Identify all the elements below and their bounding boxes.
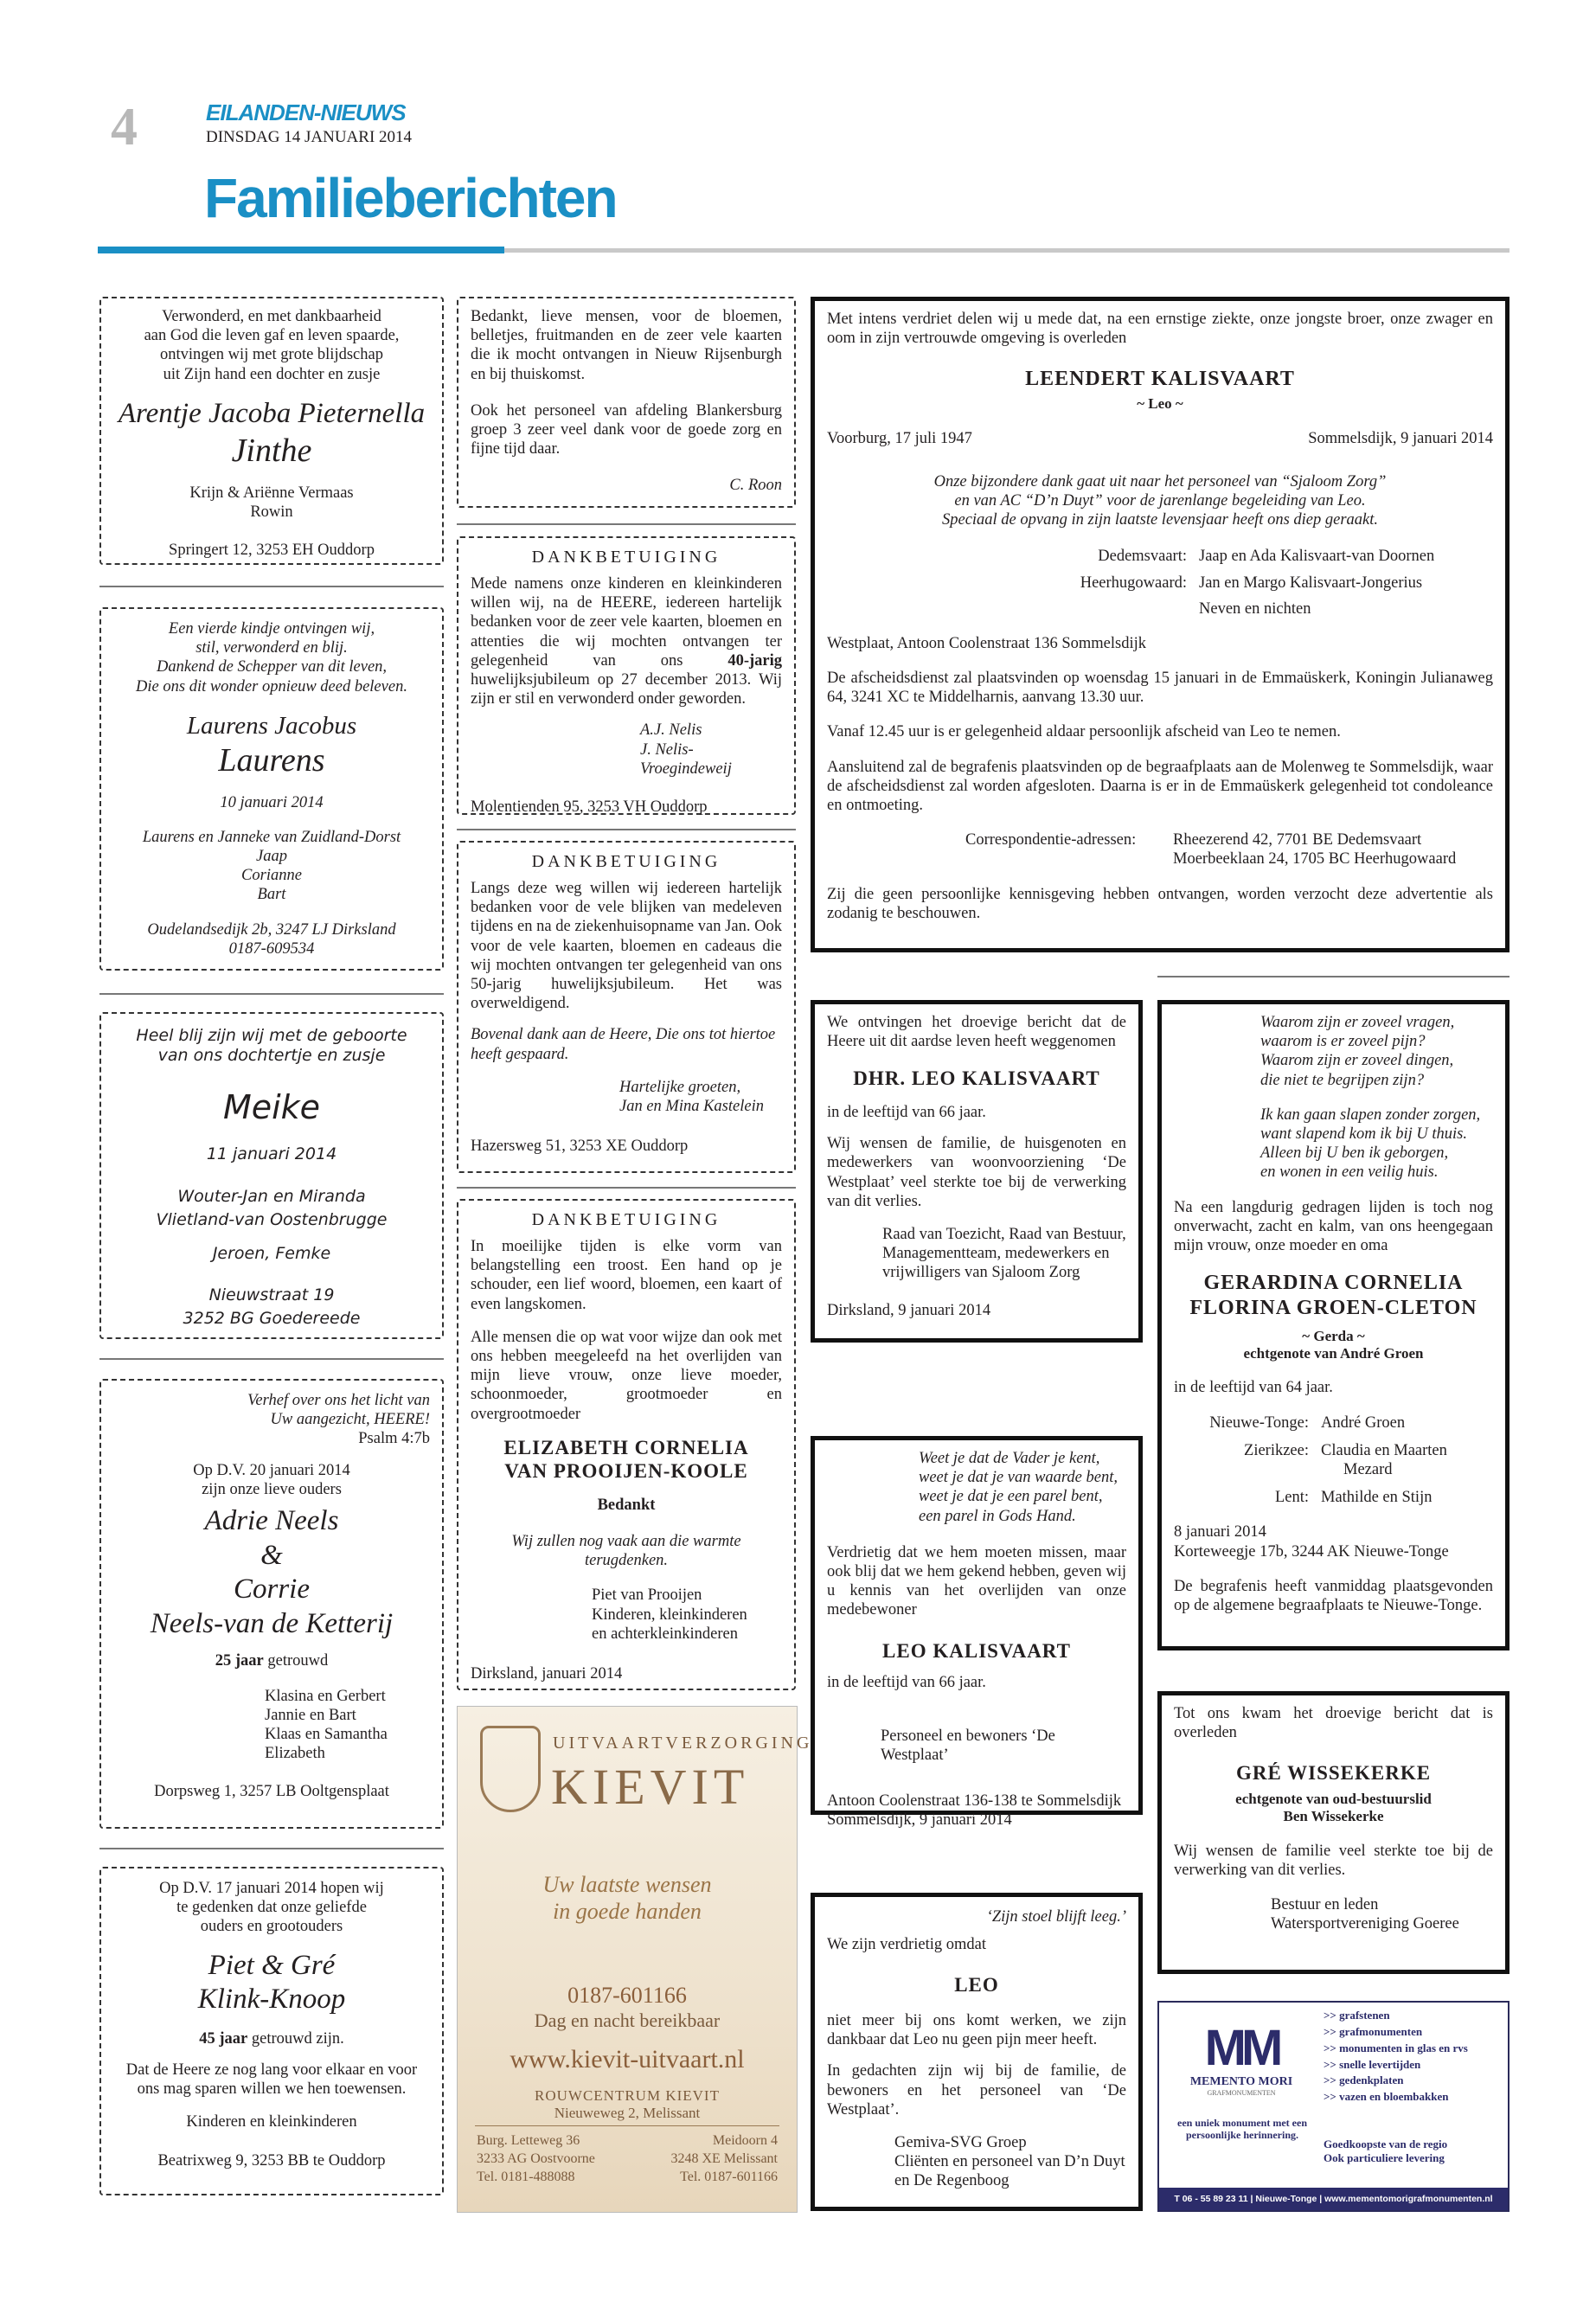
text-2: In gedachten zijn wij bij de familie, de bewoners en het personeel van ‘De Westplaat’. (827, 2062, 1126, 2118)
child-name: Laurens Jacobus (186, 711, 357, 740)
nickname: ~ Gerda ~ (1302, 1327, 1365, 1344)
obituary-gerardina (1157, 1000, 1509, 1650)
parents: Krijn & Ariënne Vermaas Rowin (189, 484, 354, 521)
name-2: Klink-Knoop (197, 1984, 346, 2016)
divider (99, 586, 444, 587)
mm-brand: MEMENTO MORI (1189, 2074, 1293, 2088)
date: 8 januari 2014 (1174, 1523, 1266, 1541)
ad-kievit (457, 1706, 813, 2213)
signatures: Piet van Prooijen Kinderen, kleinkinderen en achterkleinkinderen (592, 1586, 747, 1643)
thanks: Bedankt (597, 1496, 656, 1514)
anniversary-neels (99, 1379, 444, 1829)
intro: Tot ons kwam het droevige bericht dat is overleden (1174, 1705, 1493, 1742)
address: Hazersweg 51, 3253 XE Ouddorp (471, 1138, 689, 1156)
family-list: Dedemsvaart: Jaap en Ada Kalisvaart-van Doornen Heerhugowaard: Jan en Margo Kalisvaart-Jongerius Neven en nichten (1080, 548, 1435, 618)
correspondence: Correspondentie-adressen: Rheezerend 42, 7701 BE Dedemsvaart Moerbeeklaan 24, 1705 BC Heerhugowaard (965, 831, 1457, 868)
masthead-logo: EILANDEN-NIEUWS (206, 99, 406, 125)
city: 3252 BG Goedereede (183, 1309, 361, 1329)
poem: Weet je dat de Vader je kent, weet je dat je van waarde bent, weet je dat je een parel bent, een parel in Gods Hand. (919, 1450, 1118, 1525)
section-rule-blue (98, 247, 504, 253)
spouse: echtgenote van André Groen (1243, 1345, 1424, 1362)
ad-center-addr: Nieuweweg 2, Melissant (554, 2105, 701, 2121)
intro: Met intens verdriet delen wij u mede dat, na een ernstige ziekte, onze jongste broer, onze zwager en oom in zijn vertrouwde omgeving is overleden (827, 311, 1493, 348)
deceased-name: DHR. LEO KALISVAART (853, 1067, 1100, 1090)
notice: Zij die geen persoonlijke kennisgeving hebben ontvangen, worden verzocht deze advertentie als zodanig te beschouwen. (827, 885, 1493, 922)
text: niet meer bij ons komt werken, we zijn dankbaar dat Leo nu geen pijn meer heeft. (827, 2011, 1126, 2049)
signatures: Hartelijke groeten, Jan en Mina Kastelein (619, 1078, 764, 1115)
deceased-name: GERARDINA CORNELIA FLORINA GROEN-CLETON (1189, 1272, 1477, 1319)
text-2: Alle mensen die op wat voor wijze dan ook met ons hebben meegeleefd na het overlijden van mijn lieve vrouw, onze lieve moeder, schoonmoeder, grootmoeder en overgrootmoeder (471, 1328, 782, 1423)
issue-date: DINSDAG 14 JANUARI 2014 (206, 128, 413, 146)
place-date: Dirksland, 9 januari 2014 (827, 1302, 991, 1320)
burial: Aansluitend zal de begrafenis plaatsvinden op de begraafplaats aan de Molenweg te Sommelsdijk, waar de afscheidsdienst zal worden afgesloten. Daarna is er in de Emmaüskerk gelegenheid tot condoleance en ontmoeting. (827, 758, 1493, 814)
child-name: Arentje Jacoba Pieternella (118, 397, 426, 429)
birth-notice-arentje (99, 297, 444, 565)
birth-date: 11 januari 2014 (206, 1144, 337, 1164)
signatures: Raad van Toezicht, Raad van Bestuur, Managementteam, medewerkers en vrijwilligers van Sjaloom Zorg (882, 1225, 1126, 1282)
ad-memento-mori (1157, 2001, 1509, 2212)
obituary-leendert (811, 297, 1509, 952)
life-dates: Voorburg, 17 juli 1947 Sommelsdijk, 9 januari 2014 (827, 429, 1493, 447)
divider (99, 1358, 444, 1360)
mm-service-list: >> grafstenen >> grafmonumenten >> monumenten in glas en rvs >> snelle levertijden >> gedenkplaten >> vazen en bloembakken (1324, 2009, 1468, 2104)
address: Oudelandsedijk 2b, 3247 LJ Dirksland (147, 920, 396, 939)
service: De afscheidsdienst zal plaatsvinden op woensdag 15 januari in de Emmaüskerk, Koningin Julianaweg 64, 3241 XC te Middelharnis, aanvang 13.30 uur. (827, 670, 1493, 707)
phone: 0187-609534 (228, 939, 315, 958)
intro: We ontvingen het droevige bericht dat de Heere uit dit aardse leven heeft weggenomen (827, 1014, 1126, 1051)
intro-verse: Een vierde kindje ontvingen wij, stil, verwonderd en blij. Dankend de Schepper van dit leven, Die ons dit wonder opnieuw deed beleven. (136, 620, 407, 695)
ad-phone-sub: Dag en nacht bereikbaar (534, 2009, 721, 2031)
years-bold: 25 jaar (215, 1652, 264, 1670)
ad-divider (475, 2125, 779, 2126)
years-bold: 45 jaar (199, 2029, 248, 2048)
intro: We zijn verdrietig omdat (827, 1936, 986, 1954)
section-rule-grey (504, 248, 1509, 253)
ad-address-right: Meidoorn 4 3248 XE Melissant Tel. 0187-601166 (670, 2133, 778, 2184)
mm-promo: Goedkoopste van de regio Ook particuliere levering (1324, 2138, 1448, 2164)
divider (457, 523, 796, 525)
obituary-dhr-leo (811, 1000, 1143, 1343)
mm-sub: GRAFMONUMENTEN (1207, 2089, 1276, 2098)
mm-logo: MM (1204, 2020, 1279, 2076)
spouse: echtgenote van oud-bestuurslid Ben Wissekerke (1235, 1790, 1432, 1825)
ad-brand: KIEVIT (551, 1759, 750, 1815)
page-number: 4 (111, 98, 136, 157)
child-callname: Laurens (218, 742, 325, 779)
burial: De begrafenis heeft vanmiddag plaatsgevonden op de algemene begraafplaats te Nieuwe-Tonge. (1174, 1577, 1493, 1614)
child-name: Meike (222, 1087, 321, 1126)
birth-notice-laurens (99, 607, 444, 971)
italic-text: Wij zullen nog vaak aan die warmte terugdenken. (511, 1533, 741, 1570)
from: Kinderen en kleinkinderen (186, 2113, 357, 2131)
header: DANKBETUIGING (531, 548, 721, 567)
poem: Waarom zijn er zoveel vragen, waarom is er zoveel pijn? Waarom zijn er zoveel dingen, die niet te begrijpen zijn? Ik kan gaan slapen zonder zorgen, want slapend kom ik bij U thuis. Alleen bij U ben ik geborgen, en wonen in een veilig huis. (1260, 1014, 1481, 1182)
years-rest: getrouwd zijn. (247, 2029, 344, 2048)
signatures: Gemiva-SVG Groep Cliënten en personeel van D’n Duyt en De Regenboog (894, 2133, 1125, 2190)
siblings: Jeroen, Femke (212, 1243, 331, 1263)
birth-date: 10 januari 2014 (220, 793, 324, 811)
address: Antoon Coolenstraat 136-138 te Sommelsdijk Sommelsdijk, 9 januari 2014 (827, 1791, 1122, 1829)
wish: Dat de Heere ze nog lang voor elkaar en voor ons mag sparen willen we hen toewensen. (125, 2061, 418, 2099)
address: Molentienden 95, 3253 VH Ouddorp (471, 798, 708, 816)
intro: Heel blij zijn wij met de geboorte van ons dochtertje en zusje (136, 1026, 407, 1065)
obituary-leo-gemiva (811, 1893, 1143, 2211)
obituary-leo-westplaat (811, 1436, 1143, 1829)
ad-phone: 0187-601166 (567, 1983, 687, 2008)
parents: Wouter-Jan en Miranda Vlietland-van Oostenbrugge (156, 1186, 388, 1229)
crest-icon (480, 1726, 541, 1812)
ampersand: & (260, 1539, 283, 1571)
address: Springert 12, 3253 EH Ouddorp (169, 541, 375, 559)
divider (457, 829, 796, 830)
thanks-roon (457, 297, 796, 508)
ad-center: ROUWCENTRUM KIEVIT (535, 2087, 720, 2104)
section-title: Familieberichten (204, 167, 617, 229)
age: in de leeftijd van 66 jaar. (827, 1103, 986, 1121)
name-2: Corrie (233, 1574, 310, 1606)
years-rest: getrouwd (263, 1652, 329, 1670)
years (113, 2029, 430, 2048)
text-2: Ook het personeel van afdeling Blankersburg groep 3 zeer veel dank voor de goede zorg en fijne tijd daar. (471, 401, 782, 458)
deceased-name: GRÉ WISSEKERKE (1235, 1762, 1432, 1785)
ad-website[interactable]: www.kievit-uitvaart.nl (510, 2045, 745, 2073)
signatures: Bestuur en leden Watersportvereniging Goeree (1271, 1896, 1459, 1933)
age: in de leeftijd van 64 jaar. (1174, 1379, 1333, 1397)
home-address: Westplaat, Antoon Coolenstraat 136 Sommelsdijk (827, 634, 1146, 652)
birth-notice-meike (99, 1012, 444, 1339)
obituary-gre (1157, 1691, 1509, 1974)
text-1: In moeilijke tijden is elke vorm van belangstelling een troost. Een hand op je schouder, een lief woord, bloemen, een kaart of even langskomen. (471, 1238, 782, 1313)
signature: Personeel en bewoners ‘De Westplaat’ (881, 1727, 1055, 1765)
children: Klasina en Gerbert Jannie en Bart Klaas en Samantha Elizabeth (265, 1687, 388, 1763)
divider (1157, 976, 1509, 977)
italic-text: Bovenal dank aan de Heere, Die ons tot hiertoe heeft gespaard. (471, 1026, 776, 1063)
ad-top: UITVAARTVERZORGING (553, 1734, 813, 1753)
thanks: Onze bijzondere dank gaat uit naar het personeel van “Sjaloom Zorg” en van AC “D’n Duyt” voor de jarenlange begeleiding van Leo. Speciaal de opvang in zijn laatste levensjaar heeft ons diep geraakt. (933, 472, 1387, 529)
deceased-name: LEO (954, 1974, 999, 1997)
deceased-name: LEO KALISVAART (882, 1639, 1071, 1662)
name-1: Adrie Neels (204, 1504, 339, 1536)
mm-footer: T 06 - 55 89 23 11 | Nieuwe-Tonge | www.mementomorigrafmonumenten.nl (1159, 2188, 1508, 2210)
deceased-name: LEENDERT KALISVAART (1025, 368, 1295, 391)
deceased-name: ELIZABETH CORNELIA VAN PROOIJEN-KOOLE (503, 1436, 749, 1483)
divider (99, 993, 444, 995)
family-list: Nieuwe-Tonge: André Groen Zierikzee: Claudia en Maarten Mezard Lent: Mathilde en Stijn (1209, 1413, 1447, 1507)
place-date: Dirksland, januari 2014 (471, 1665, 623, 1682)
wish: Wij wensen de familie veel sterkte toe bij de verwerking van dit verlies. (1174, 1842, 1493, 1879)
address: Beatrixweg 9, 3253 BB te Ouddorp (157, 2151, 386, 2170)
mm-logo-block (1176, 2018, 1306, 2098)
years (113, 1651, 430, 1670)
age: in de leeftijd van 66 jaar. (827, 1674, 986, 1692)
header: DANKBETUIGING (531, 1210, 721, 1229)
anniversary-klink (99, 1867, 444, 2195)
street: Nieuwstraat 19 (208, 1285, 335, 1305)
text: Na een langdurig gedragen lijden is toch nog onverwacht, zacht en kalm, van ons heengegaan mijn vrouw, onze moeder en oma (1174, 1198, 1493, 1254)
intro: Op D.V. 17 januari 2014 hopen wij te gedenken dat onze geliefde ouders en grootouders (159, 1880, 384, 1936)
child-callname: Jinthe (231, 433, 312, 469)
thanks-prooijen (457, 1199, 796, 1690)
ad-address-left: Burg. Letteweg 36 3233 AG Oostvoorne Tel. 0181-488088 (477, 2133, 595, 2184)
text: Mede namens onze kinderen en kleinkinderen willen wij, na de HEERE, iedereen hartelijk bedanken voor de zeer vele kaarten, bloemen en attenties die wij mochten ontvangen ter gelegenheid van ons 40-jarig huwelijksjubileum op 27 december 2013. Wij zijn er stil en verwonderd onder geworden. (471, 575, 782, 708)
signatures: A.J. Nelis J. Nelis-Vroegindeweij (640, 721, 732, 778)
header: DANKBETUIGING (531, 852, 721, 871)
intro: Op D.V. 20 januari 2014 zijn onze lieve ouders (193, 1461, 350, 1498)
text: Verdrietig dat we hem moeten missen, maar ook blij dat we hem gekend hebben, geven wij u kennis van het overlijden van onze medebewoner (827, 1543, 1126, 1619)
divider (99, 1848, 444, 1849)
verse-ref: Psalm 4:7b (358, 1430, 430, 1448)
thanks-kastelein (457, 841, 796, 1173)
text-1: Bedankt, lieve mensen, voor de bloemen, belletjes, fruitmanden en de zeer vele kaarten die ik mocht ontvangen in Nieuw Rijsenburgh en bij thuiskomst. (471, 308, 782, 383)
verse: Verhef over ons het licht van Uw aangezicht, HEERE! (247, 1392, 430, 1429)
address: Dorpsweg 1, 3257 LB Ooltgensplaat (154, 1783, 389, 1801)
name-3: Neels-van de Ketterij (150, 1607, 394, 1639)
family: Laurens en Janneke van Zuidland-Dorst Jaap Corianne Bart (142, 828, 401, 904)
wish: Wij wensen de familie, de huisgenoten en medewerkers van woonvoorziening ‘De Westplaat’ veel sterkte toe bij de verwerking van dit verlies. (827, 1135, 1126, 1210)
name-1: Piet & Gré (208, 1949, 336, 1981)
ad-slogan: Uw laatste wensen in goede handen (542, 1872, 712, 1925)
mm-tagline: een uniek monument met een persoonlijke herinnering. (1177, 2117, 1307, 2142)
visitation: Vanaf 12.45 uur is er gelegenheid aldaar persoonlijk afscheid van Leo te nemen. (827, 723, 1341, 741)
signature: C. Roon (729, 477, 782, 495)
thanks-nelis (457, 536, 796, 815)
quote: ‘Zijn stoel blijft leeg.’ (986, 1908, 1126, 1926)
divider (457, 1187, 796, 1189)
text: Langs deze weg willen wij iedereen hartelijk bedanken voor de vele blijken van medeleven tijdens en na de ziekenhuisopname van Jan. Ook voor de vele kaarten, bloemen en cadeaus die wij mochten ontvangen ter gelegenheid van ons 50-jarig huwelijksjubileum. Het was overweldigend. (471, 880, 782, 1013)
address: Korteweegje 17b, 3244 AK Nieuwe-Tonge (1174, 1542, 1449, 1561)
intro-text: Verwonderd, en met dankbaarheid aan God die leven gaf en leven spaarde, ontvingen wij met grote blijdschap uit Zijn hand een dochter en zusje (144, 308, 400, 383)
nickname: ~ Leo ~ (1137, 395, 1183, 413)
